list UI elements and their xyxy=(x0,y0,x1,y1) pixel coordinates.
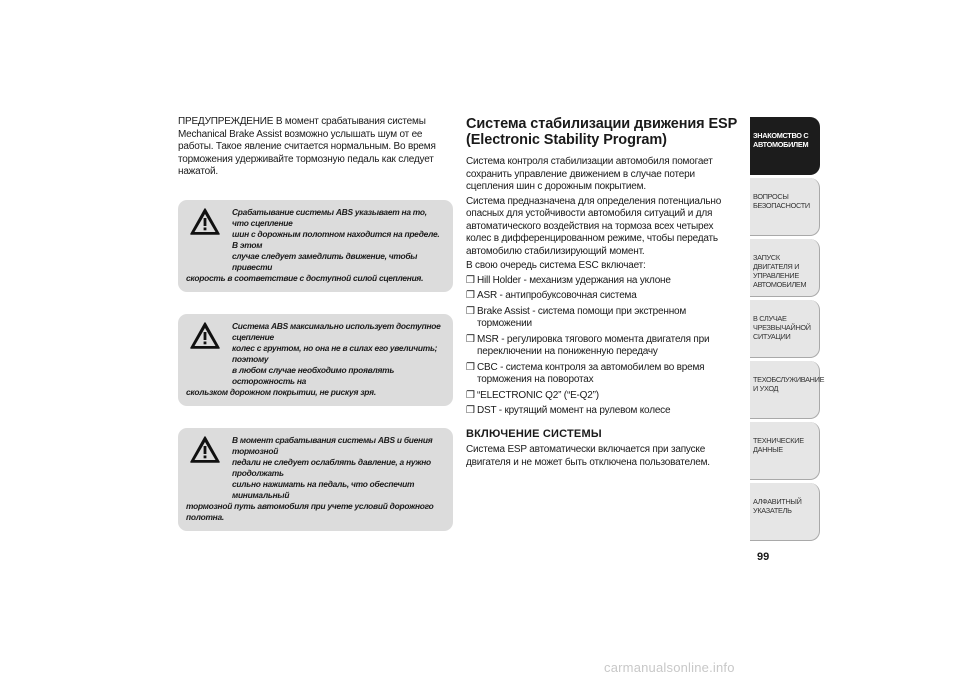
warning-line: тормозной путь автомобиля при учете условий дорожного полотна. xyxy=(186,500,434,522)
section-title-line: Система стабилизации движения ESP xyxy=(466,116,738,132)
warning-line: сильно нажимать на педаль, что обеспечит минимальный xyxy=(232,478,415,500)
checkbox-bullet-icon: ❒ xyxy=(466,290,475,301)
esc-features-list xyxy=(466,275,738,418)
page-number: 99 xyxy=(757,551,770,563)
warning-line: случае следует замедлить движение, чтобы привести xyxy=(232,250,418,272)
list-item: ❒ “ELECTRONIC Q2” (“E-Q2”) xyxy=(466,389,599,401)
warning-line: скользком дорожном покрытии, не рискуя зря. xyxy=(186,386,376,397)
list-item: ❒ CBC - система контроля за автомобилем во время торможения на поворотах xyxy=(466,361,705,385)
checkbox-bullet-icon: ❒ xyxy=(466,333,475,345)
list-item: ❒ DST - крутящий момент на рулевом колесе xyxy=(466,405,671,416)
tab-maintenance[interactable]: ТЕХОБСЛУЖИВАНИЕ И УХОД xyxy=(750,361,820,419)
warning-triangle-icon xyxy=(190,436,220,463)
mechanical-brake-assist-note: ПРЕДУПРЕЖДЕНИЕ В момент срабатывания системы Mechanical Brake Assist возможно услышать шум от ее работы. Такое явление считается нормальным. Во время торможения удерживайте тормозную педаль как следует нажатой. xyxy=(178,116,436,177)
tab-safety[interactable]: ВОПРОСЫ БЕЗОПАСНОСТИ xyxy=(750,178,820,236)
warning-line: Система ABS максимально использует доступное сцепление xyxy=(232,320,441,342)
warning-box-abs-limit xyxy=(178,200,453,292)
warning-triangle-icon xyxy=(190,208,220,235)
tab-starting-and-driving[interactable]: ЗАПУСК ДВИГАТЕЛЯ И УПРАВЛЕНИЕ АВТОМОБИЛЕМ xyxy=(750,239,820,297)
checkbox-bullet-icon: ❒ xyxy=(466,305,475,317)
esc-includes-label: В свою очередь система ESC включает: xyxy=(466,260,646,271)
checkbox-bullet-icon: ❒ xyxy=(466,389,475,401)
list-item: ❒ Hill Holder - механизм удержания на уклоне xyxy=(466,274,671,286)
checkbox-bullet-icon: ❒ xyxy=(466,274,475,286)
tab-technical-data[interactable]: ТЕХНИЧЕСКИЕ ДАННЫЕ xyxy=(750,422,820,480)
esp-activation-text: Система ESP автоматически включается при запуске двигателя и не может быть отключена пользователем. xyxy=(466,444,710,468)
list-item: ❒ ASR - антипробуксовочная система xyxy=(466,290,637,301)
tab-emergency[interactable]: В СЛУЧАЕ ЧРЕЗВЫЧАЙНОЙ СИТУАЦИИ xyxy=(750,300,820,358)
warning-line: колес с грунтом, но она не в силах его увеличить; поэтому xyxy=(232,342,438,364)
warning-line: скорость в соответствие с доступной силой сцепления. xyxy=(186,272,424,283)
tab-getting-to-know[interactable]: ЗНАКОМСТВО С АВТОМОБИЛЕМ xyxy=(750,117,820,175)
chapter-tabs xyxy=(750,117,825,545)
tab-index[interactable]: АЛФАВИТНЫЙ УКАЗАТЕЛЬ xyxy=(750,483,820,541)
checkbox-bullet-icon: ❒ xyxy=(466,361,475,373)
left-column xyxy=(178,116,453,531)
subheading-system-activation: ВКЛЮЧЕНИЕ СИСТЕМЫ xyxy=(466,427,602,440)
section-title xyxy=(466,116,738,148)
list-item: ❒ Brake Assist - система помощи при экстренном торможении xyxy=(466,305,687,329)
warning-line: шин с дорожным полотном находится на пределе. В этом xyxy=(232,228,440,250)
esp-purpose: Система предназначена для определения потенциально опасных для устойчивости автомобиля ситуаций и для автоматического воздействия на тормоза всех четырех колес в дифференцированном режиме, чтобы передать автомобилю стабилизирующий момент. xyxy=(466,195,722,257)
watermark-text: carmanualsonline.info xyxy=(604,660,735,675)
warning-box-abs-grip xyxy=(178,314,453,406)
section-title-line: (Electronic Stability Program) xyxy=(466,132,667,148)
warning-box-abs-pedal xyxy=(178,428,453,531)
right-column xyxy=(466,116,738,471)
list-item: ❒ MSR - регулировка тягового момента двигателя при переключении на пониженную передачу xyxy=(466,333,710,357)
warning-line: в любом случае необходимо проявлять осторожность на xyxy=(232,364,395,386)
warning-triangle-icon xyxy=(190,322,220,349)
warning-line: В момент срабатывания системы ABS и биения тормозной xyxy=(232,434,433,456)
esp-description: Система контроля стабилизации автомобиля помогает сохранить управление движением в случае потери сцепления шин с дорожным покрытием. xyxy=(466,156,713,192)
checkbox-bullet-icon: ❒ xyxy=(466,405,475,416)
warning-line: педали не следует ослаблять давление, а нужно продолжать xyxy=(232,456,431,478)
warning-line: Срабатывание системы ABS указывает на то, что сцепление xyxy=(232,206,427,228)
